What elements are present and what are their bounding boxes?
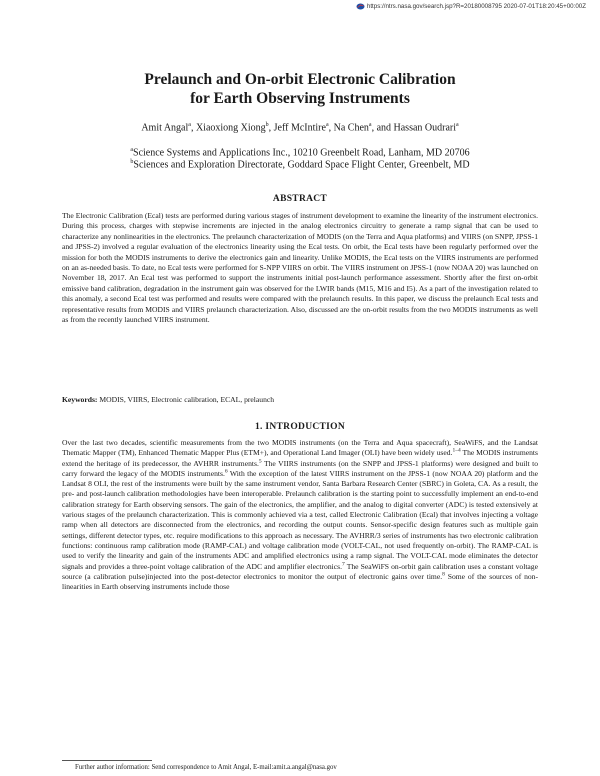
title-line-1: Prelaunch and On-orbit Electronic Calibration [144, 71, 456, 88]
intro-text: Over the last two decades, scientific measurements from the two MODIS instruments (on the Terra and Aqua spacecraft), SeaWiFS, and the Landsat Thematic Mapper (TM), Enhanced Thematic Mapper Plus (ETM+), and Operational Land Imager (OLI) have been widely used. [62, 438, 538, 458]
citation: 7 [341, 561, 345, 568]
nasa-ntrs-logo-icon [356, 3, 365, 10]
footnote-rule [62, 760, 152, 761]
affiliation-b [0, 156, 600, 171]
author-sup: a [456, 122, 459, 128]
affiliation-text: Sciences and Exploration Directorate, Goddard Space Flight Center, Greenbelt, MD [133, 159, 470, 171]
affiliation-sup: b [130, 159, 134, 165]
citation: 5 [258, 458, 262, 465]
intro-text: The VIIRS instruments (on the SNPP and JPSS-1 platforms) were designed and built to carry forward the legacy of the MODIS instruments. [62, 458, 538, 478]
citation: 6 [224, 468, 228, 475]
author-sup: a [325, 122, 329, 128]
intro-text: The MODIS instruments extend the heritage of its predecessor, the AVHRR instruments. [62, 448, 538, 468]
abstract-heading: ABSTRACT [272, 194, 328, 204]
author: Jeff McIntire [273, 122, 326, 134]
author-sup: a [368, 122, 372, 128]
title-line-2: for Earth Observing Instruments [190, 90, 410, 107]
ntrs-stamp [356, 3, 586, 10]
author: Na Chen [333, 122, 369, 134]
author: Xiaoxiong Xiong [195, 122, 266, 134]
keywords [62, 395, 538, 404]
author: and Hassan Oudrari [376, 122, 456, 134]
keywords-text: MODIS, VIIRS, Electronic calibration, ECAL, prelaunch [99, 395, 275, 404]
citation: 8 [442, 571, 445, 578]
paper-title [0, 70, 600, 108]
stamp-text: https://ntrs.nasa.gov/search.jsp?R=20180008795 2020-07-01T18:20:45+00:00Z [366, 3, 586, 10]
author-list: Amit Angal$^a$, Xiaoxiong Xiong$^b$, Jeff McIntire$^a$, Na Chen$^a$, and Hassan Oudrari$^a$ [141, 122, 459, 134]
intro-text: Some of the sources of non-linearities in Earth observing instruments include those [62, 571, 539, 592]
affiliation-sup: a [130, 147, 134, 153]
author-sup: b [265, 122, 269, 128]
citation: 1–4 [452, 447, 461, 454]
author-sup: a [188, 122, 191, 128]
keywords-label: Keywords: [62, 395, 98, 404]
affiliation-text: Science Systems and Applications Inc., 10210 Greenbelt Road, Lanham, MD 20706 [133, 147, 470, 159]
intro-text: The SeaWiFS on-orbit gain calibration uses a constant voltage source (a calibration pulse)injected into the post-detector electronics to monitor the output of electronic gains over time. [62, 561, 538, 581]
intro-heading: 1. INTRODUCTION [254, 422, 345, 432]
abstract-body: The Electronic Calibration (Ecal) tests are performed during various stages of instrument development to examine the linearity of the instrument electronics. During this process, charges with stepwise increments are injected in the analog electronics circuitry to generate a ramp signal that can be used to characterize any nonlinearities in the electronics. The prelaunch characterization of MODIS (on the Terra and Aqua platforms) and VIIRS (on SNPP, JPSS-1 and JPSS-2) involved a regular evaluation of the electronics linearity using the Ecal tests. On orbit, the Ecal tests have been regularly performed over the mission for both the MODIS instruments to derive the electronics gain and linearity. Unlike MODIS, the Ecal tests on the VIIRS instruments are performed on an as-needed basis. To date, no Ecal tests were performed for S-NPP VIIRS on orbit. The VIIRS instrument on JPSS-1 (now NOAA 20) was launched on November 18, 2017. An Ecal test was performed to support the instruments initial post-launch performance assessment. Shortly after the first on-orbit emissive band calibration, degradation in the instrument gain was observed for the LWIR bands (M15, M16 and I5). As a part of the investigation related to this anomaly, a second Ecal test was performed and results were compared with the prelaunch results. In this paper, we discuss the prelaunch Ecal tests and representative results from MODIS and VIIRS prelaunch characterization. Also, discussed are the on-orbit results from the two MODIS instruments as well as from the recently launched VIIRS instrument. [62, 211, 538, 325]
intro-body [62, 438, 538, 592]
intro-text: With the exception of the latest VIIRS instrument on the JPSS-1 (now NOAA 20) platform and the Landsat 8 OLI, the rest of the instruments were built by the same instrument vendor, Santa Barbara Research Center (SBRC) in Goleta, CA. As a result, the pre- and post-launch calibration methodologies have been interoperable. Prelaunch calibration is the starting point to successfully implement an end-to-end calibration strategy for Earth observing sensors. The gain of the electronics, the amplifier, and the analog to digital converter (ADC) is tested extensively at various stages of the prelaunch characterization. This is commonly achieved via a test, called Electronic Calibration (Ecal) that involves injecting a voltage ramp when all detectors are disconnected from the electronics, and recording the output counts. Sensor-specific design features such as multiple gain settings, different detector types, etc. require modifications to this approach as necessary. The AVHRR/3 series of instruments has two electronic calibration functions: continuous ramp calibration mode (RAMP-CAL) and voltage calibration mode (VOLT-CAL, not used frequently on-orbit). The RAMP-CAL is used to verify the linearity and gain of the instruments ADC and amplified electronics using a ramp signal. The VOLT-CAL mode eliminates the detector signals and provides a three-point voltage calibration of the ADC and amplifier electronics. [62, 468, 539, 571]
author: Amit Angal [141, 122, 189, 134]
footnote: Further author information: Send correspondence to Amit Angal, E-mail:amit.a.angal@nasa.gov [75, 764, 337, 771]
